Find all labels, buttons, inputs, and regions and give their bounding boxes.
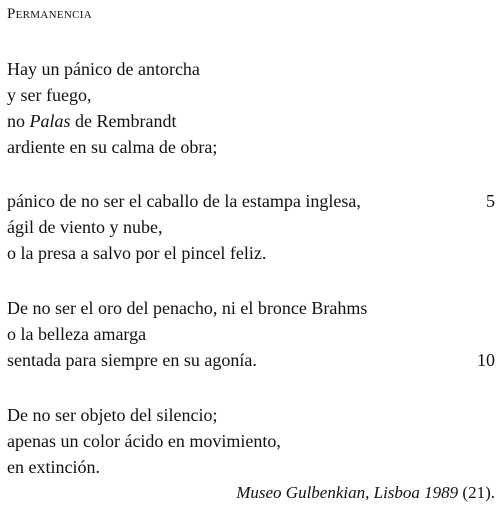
verse-line bbox=[7, 108, 495, 134]
verse-text: ardiente en su calma de obra; bbox=[7, 137, 218, 157]
verse-text: ágil de viento y nube, bbox=[7, 217, 163, 237]
line-number: 10 bbox=[477, 350, 495, 370]
verse-text: apenas un color ácido en movimiento, bbox=[7, 431, 281, 451]
verse-line bbox=[7, 240, 495, 266]
verse-line bbox=[7, 347, 495, 373]
verse-text: y ser fuego, bbox=[7, 85, 92, 105]
citation-reference: (21). bbox=[458, 483, 495, 502]
stanza-2 bbox=[7, 188, 495, 266]
verse-line bbox=[7, 56, 495, 82]
verse-line bbox=[7, 188, 495, 214]
verse-text: o la presa a salvo por el pincel feliz. bbox=[7, 243, 267, 263]
citation-place-date: Museo Gulbenkian, Lisboa 1989 bbox=[236, 483, 459, 502]
verse-italic-palas: Palas bbox=[29, 111, 71, 131]
verse-text: sentada para siempre en su agonía. bbox=[7, 350, 257, 370]
verse-text: o la belleza amarga bbox=[7, 324, 147, 344]
verse-text: Hay un pánico de antorcha bbox=[7, 59, 200, 79]
verse-line bbox=[7, 454, 495, 480]
verse-line bbox=[7, 214, 495, 240]
verse-line bbox=[7, 428, 495, 454]
verse-text: pánico de no ser el caballo de la estampa inglesa, bbox=[7, 191, 361, 211]
verse-text: en extinción. bbox=[7, 457, 100, 477]
source-citation bbox=[236, 483, 495, 503]
verse-suffix: de Rembrandt bbox=[70, 111, 177, 131]
verse-line bbox=[7, 321, 495, 347]
poem-title: Permanencia bbox=[7, 6, 92, 22]
verse-prefix: no bbox=[7, 111, 30, 131]
verse-text: De no ser objeto del silencio; bbox=[7, 405, 218, 425]
verse-line bbox=[7, 295, 495, 321]
stanza-3 bbox=[7, 295, 495, 373]
line-number: 5 bbox=[486, 191, 495, 211]
verse-line bbox=[7, 82, 495, 108]
stanza-1 bbox=[7, 56, 495, 160]
verse-text: De no ser el oro del penacho, ni el bronce Brahms bbox=[7, 298, 368, 318]
verse-line bbox=[7, 134, 495, 160]
verse-line bbox=[7, 402, 495, 428]
stanza-4 bbox=[7, 402, 495, 480]
